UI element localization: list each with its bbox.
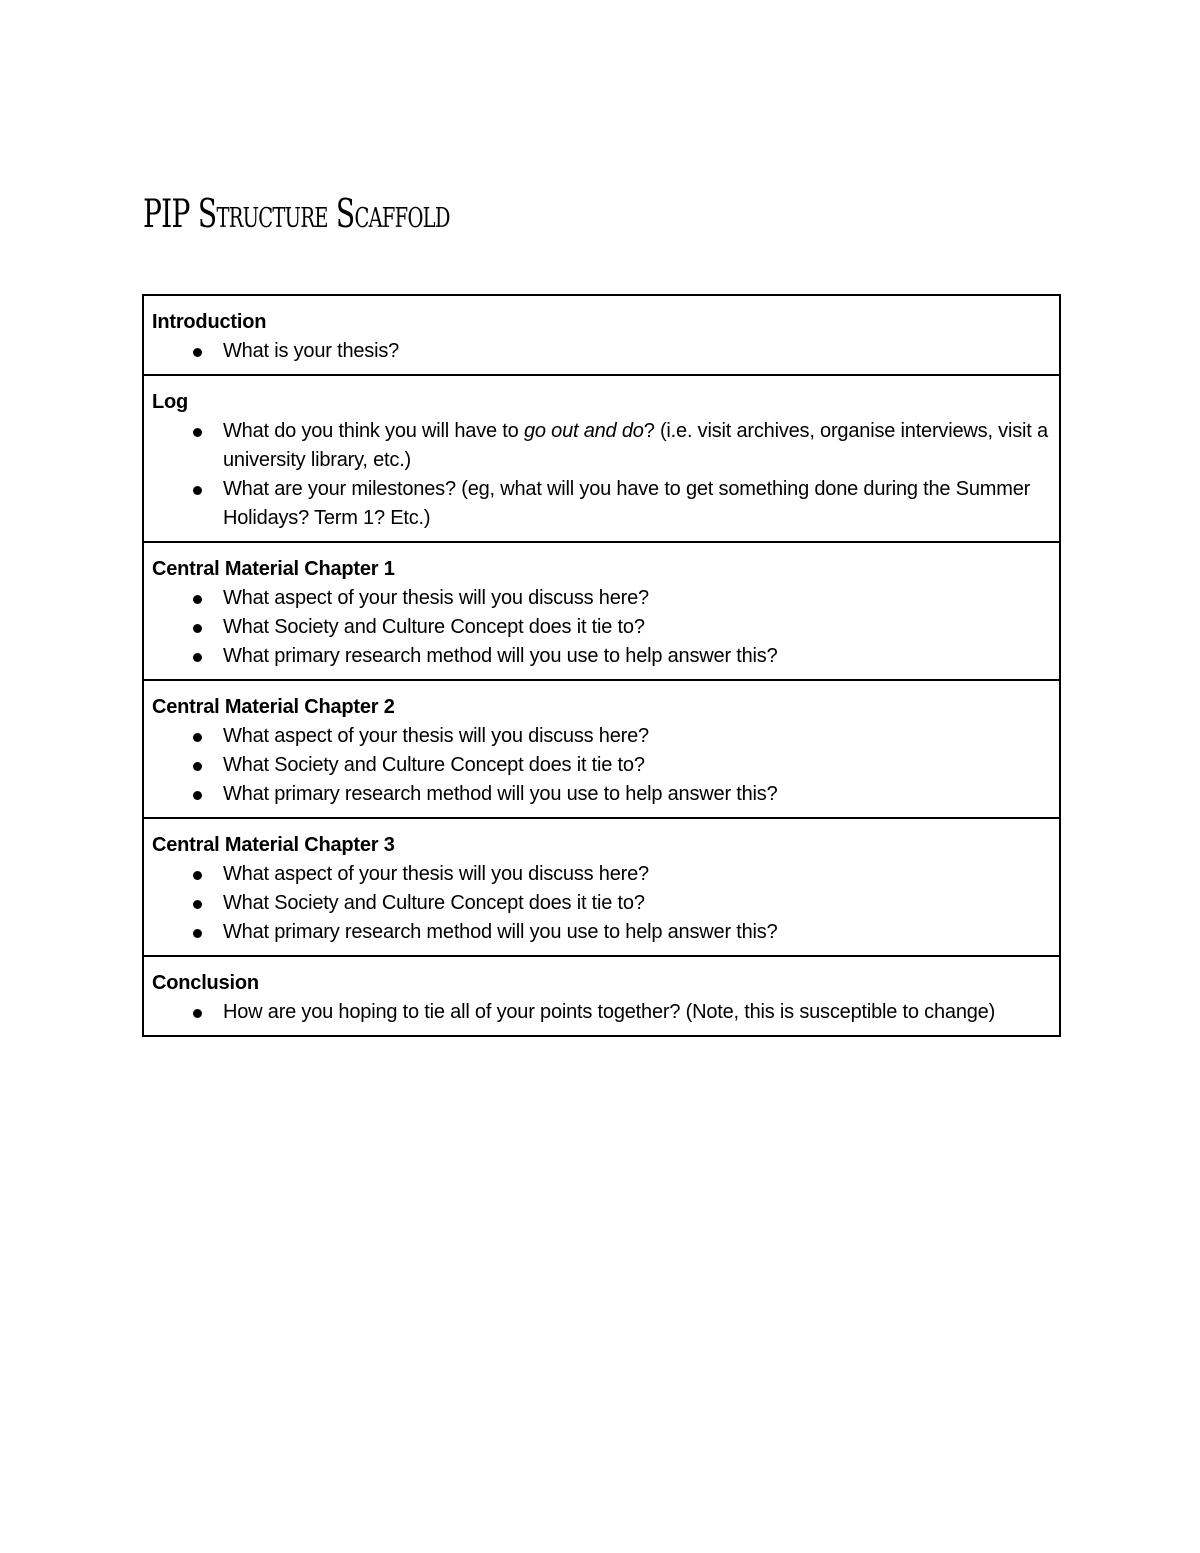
list-item: What Society and Culture Concept does it tie to? xyxy=(152,889,1051,918)
list-item: What primary research method will you use to help answer this? xyxy=(152,642,1051,671)
section-cell xyxy=(143,295,1060,375)
list-item: What primary research method will you use to help answer this? xyxy=(152,780,1051,809)
list-item xyxy=(152,417,1051,475)
section-cell xyxy=(143,680,1060,818)
bullet-list xyxy=(152,584,1051,671)
section-cell xyxy=(143,818,1060,956)
bullet-list xyxy=(152,417,1051,533)
page-title: PIP Structure Scaffold xyxy=(143,192,450,237)
list-item: What Society and Culture Concept does it tie to? xyxy=(152,751,1051,780)
section-row-chapter-3 xyxy=(143,818,1060,956)
bullet-list xyxy=(152,998,1051,1027)
bullet-list xyxy=(152,337,1051,366)
scaffold-table xyxy=(142,294,1061,1037)
section-cell xyxy=(143,375,1060,542)
list-item: What Society and Culture Concept does it tie to? xyxy=(152,613,1051,642)
section-row-introduction xyxy=(143,295,1060,375)
section-row-log xyxy=(143,375,1060,542)
bullet-list xyxy=(152,860,1051,947)
list-item: What aspect of your thesis will you discuss here? xyxy=(152,722,1051,751)
bullet-list xyxy=(152,722,1051,809)
item-text: ? (i.e. visit archives, organise interviews, visit a university library, etc.) xyxy=(223,420,1048,471)
section-heading: Log xyxy=(152,391,189,413)
section-heading: Conclusion xyxy=(152,972,259,994)
section-heading: Central Material Chapter 2 xyxy=(152,696,395,718)
section-row-chapter-1 xyxy=(143,542,1060,680)
list-item: What is your thesis? xyxy=(152,337,1051,366)
list-item: What aspect of your thesis will you discuss here? xyxy=(152,860,1051,889)
list-item: What aspect of your thesis will you discuss here? xyxy=(152,584,1051,613)
list-item: What are your milestones? (eg, what will you have to get something done during the Summer Holidays? Term 1? Etc.) xyxy=(152,475,1051,533)
section-row-chapter-2 xyxy=(143,680,1060,818)
list-item: How are you hoping to tie all of your points together? (Note, this is susceptible to change) xyxy=(152,998,1051,1027)
item-text: What do you think you will have to xyxy=(223,420,524,442)
section-heading: Introduction xyxy=(152,311,267,333)
section-cell xyxy=(143,956,1060,1036)
section-row-conclusion xyxy=(143,956,1060,1036)
section-heading: Central Material Chapter 3 xyxy=(152,834,395,856)
list-item: What primary research method will you use to help answer this? xyxy=(152,918,1051,947)
item-emphasis: go out and do xyxy=(523,420,644,442)
section-cell xyxy=(143,542,1060,680)
section-heading: Central Material Chapter 1 xyxy=(152,558,395,580)
